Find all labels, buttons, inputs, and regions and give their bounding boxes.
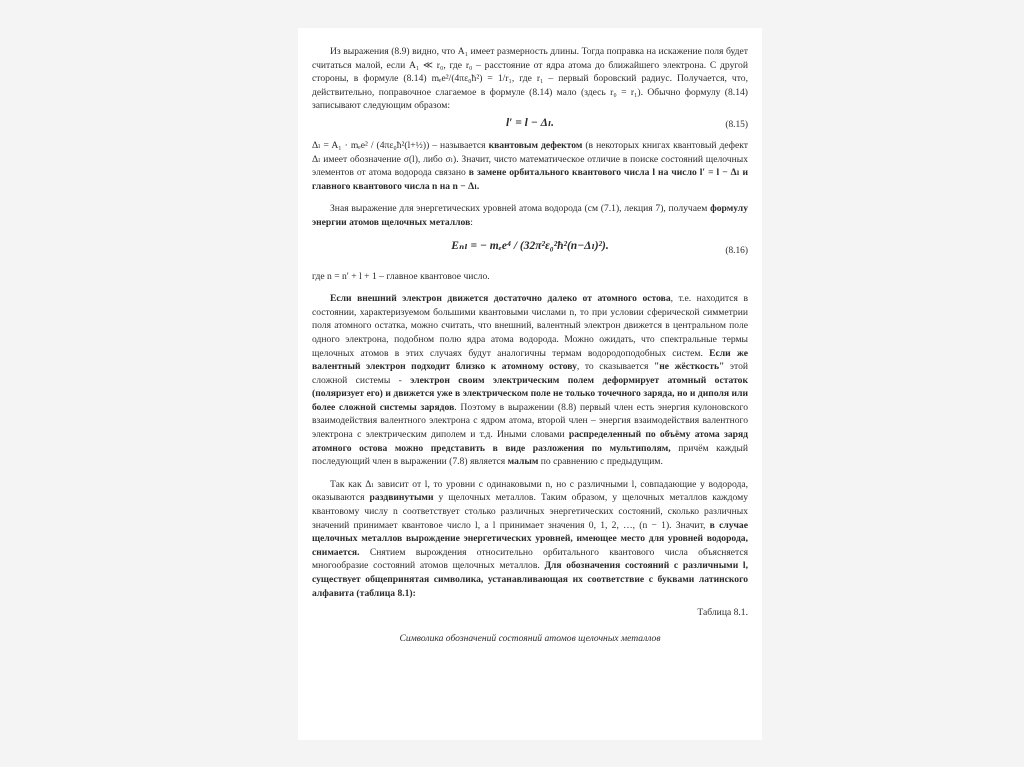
bold-text: малым: [507, 456, 539, 468]
text: :: [470, 216, 473, 228]
paragraph-degeneracy: [312, 478, 748, 600]
paragraph-intro: Из выражения (8.9) видно, что A₁ имеет размерность длины. Тогда поправка на искажение поля будет считаться малой, если A₁ ≪ r₀, где r₀ – расстояние от ядра атома до ближайшего электрона. С другой стороны, в формуле (8.14) mₑe²/(4πε₀ħ²) = 1/r₁, где r₁ – первый боровский радиус. Получается, что, действительно, поправочное слагаемое в формуле (8.14) мало (здесь r₀ = r₁). Обычно формулу (8.14) записывают следующим образом:: [312, 46, 748, 112]
bold-text: в замене орбитального квантового числа l на число l′ = l − Δₗ и главного квантового числа n на n − Δₗ.: [312, 167, 748, 192]
formula-8-16: [312, 231, 748, 269]
bold-text: формулу энергии атомов щелочных металлов: [312, 203, 748, 228]
paragraph-principal-number: где n = n′ + l + 1 – главное квантовое число.: [312, 270, 490, 282]
paragraph-energy-levels: [312, 202, 748, 229]
bold-text: Для обозначения состояний с различными l, существует общепринятая символика, устанавливающая их соответствие с буквами латинского алфавита (таблица 8.1):: [312, 560, 748, 599]
document-page: [298, 28, 762, 740]
bold-text: Если внешний электрон движется достаточно далеко от атомного остова: [330, 293, 671, 305]
formula-expression: Eₙₗ = − mₑe⁴ / (32π²ε₀²ħ²(n−Δₗ)²).: [451, 239, 609, 252]
formula-number: (8.15): [725, 119, 748, 130]
text: , т.е. находится в состоянии, характеризуемом большими квантовыми числами n, то при условии сферической симметрии поля атомного остатка, можно считать, что внешний, валентный электрон движется в центральном поле одного электрона, подобном полю ядра атома водорода. Можно ожидать, что спектральные термы щелочных атомов в этих случаях будут аналогичны термам водородоподобных систем.: [312, 293, 748, 359]
text: Снятием вырождения относительно орбитального квантового числа объясняется многообразие состояний атомов щелочных металлов.: [312, 546, 748, 572]
text: причём каждый последующий член в выражении (7.8) является: [312, 442, 748, 468]
table-title: Символика обозначений состояний атомов щелочных металлов: [399, 632, 661, 644]
text: у щелочных металлов. Таким образом, у щелочных металлов каждому квантовому числу n соответствует столько различных энергетических состояний, сколько различных значений принимает квантовое число l, а l принимает значения 0, 1, 2, …, (n − 1). Значит,: [312, 492, 748, 531]
formula-8-15: [312, 114, 748, 138]
bold-text: электрон своим электрическим полем деформирует атомный остаток (поляризует его) и движется уже в электрическом поле не только точечного заряда, но и диполя или более сложной системы зарядов: [312, 374, 748, 413]
text: Δₗ = A₁ · mₑe² / (4πε₀ħ²(l+½)) – называется: [312, 139, 489, 151]
text: Так как Δₗ зависит от l, то уровни с одинаковыми n, но с различными l, совпадающие у водорода, оказываются: [312, 478, 748, 504]
bold-text: распределенный по объёму атома заряд атомного остова можно представить в виде разложения по мультиполям,: [312, 429, 748, 454]
formula-number: (8.16): [725, 245, 748, 256]
bold-text: "не жёсткость": [653, 361, 725, 373]
formula-expression: l′ = l − Δₗ.: [505, 116, 555, 129]
text: этой сложной системы -: [312, 361, 749, 386]
bold-text: Если же валентный электрон подходит близко к атомному остову: [312, 347, 748, 373]
text: Зная выражение для энергетических уровней атома водорода (см (7.1), лекция 7), получаем: [330, 203, 711, 215]
text: , то сказывается: [576, 361, 654, 373]
document-body: [312, 45, 748, 645]
table-caption: Таблица 8.1.: [697, 607, 748, 619]
bold-text: в случае щелочных металлов вырождение энергетических уровней, имеющее место для уровней водорода, снимается.: [312, 519, 748, 558]
paragraph-quantum-defect: [312, 139, 748, 193]
paragraph-valence-electron: [312, 292, 748, 469]
text: по сравнению с предыдущим.: [538, 456, 663, 468]
text: . Поэтому в выражении (8.8) первый член есть энергия кулоновского взаимодействия валентного электрона с ядром атома, второй член – энергия взаимодействия валентного электрона с электрическим диполем и т.д. Иными словами: [312, 401, 748, 441]
bold-text: квантовым дефектом: [488, 139, 583, 151]
text: (в некоторых книгах квантовый дефект Δₗ имеет обозначение σ(l), либо σₗ). Значит, чисто математическое отличие в поиске состояний щелочных элементов от атома водорода связано: [312, 139, 749, 179]
bold-text: раздвинутыми: [369, 492, 434, 504]
